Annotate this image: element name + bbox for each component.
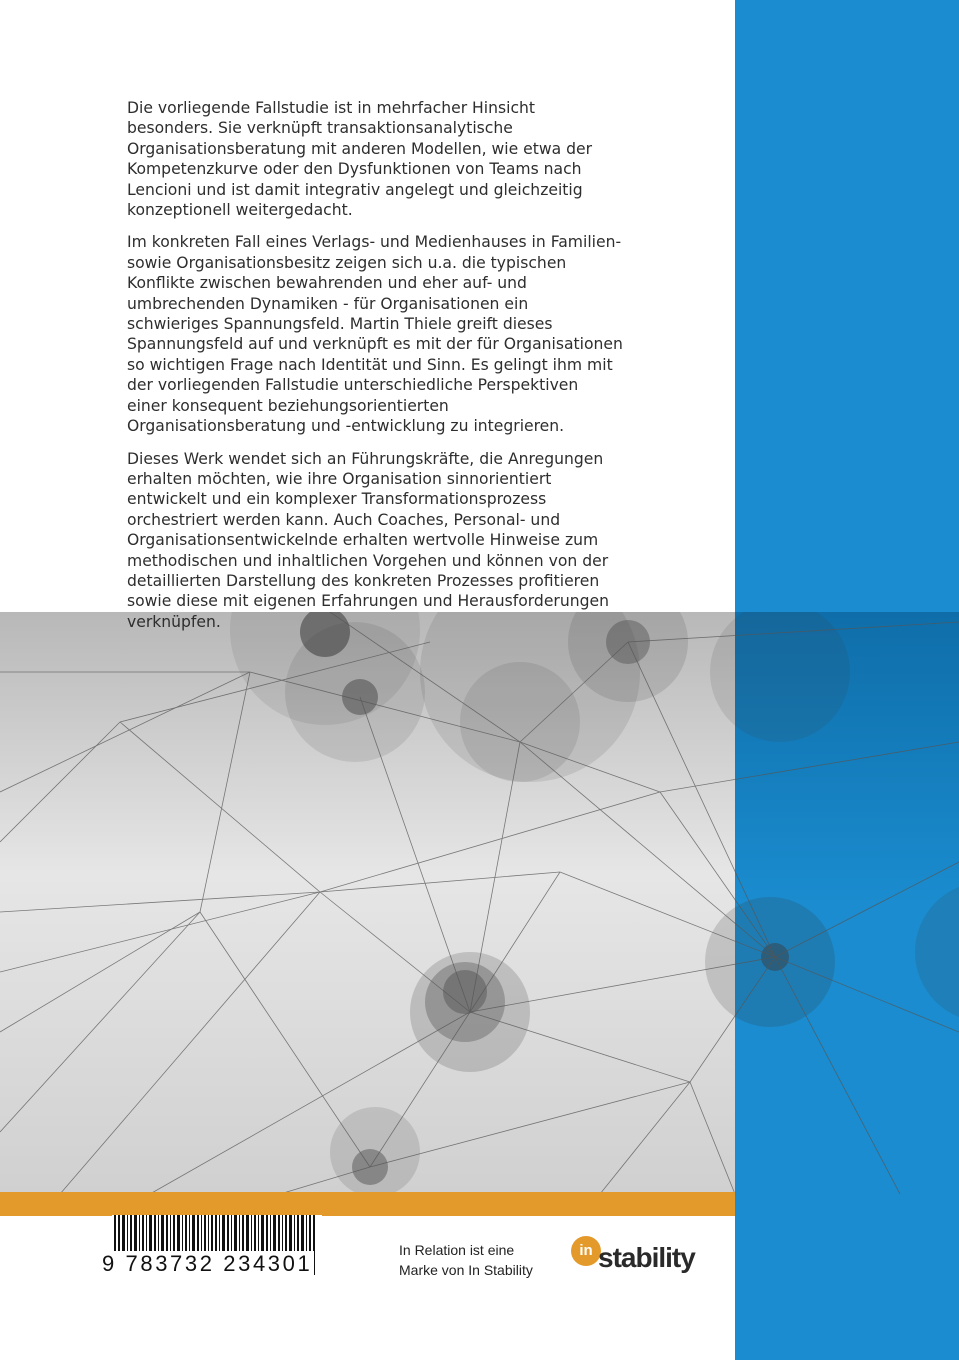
imprint-line-1: In Relation ist eine — [399, 1242, 515, 1258]
blurb-paragraph-3: Dieses Werk wendet sich an Führungskräfte, die Anregungen erhalten möchten, wie ihre Organisation sinnorientiert entwickelt und ein komplexer Transformationsprozess orchestriert werden kann. Auch Coaches, Personal- und Organisationsentwickelnde erhalten wertvolle Hinweise zum methodischen und inhaltlichen Vorgehen und können von der detaillierten Darstellung des konkreten Prozesses profitieren sowie diese mit eigenen Erfahrungen und Herausforderungen verknüpfen. — [127, 449, 609, 631]
blurb-paragraph-2: Im konkreten Fall eines Verlags- und Medienhauses in Familien- sowie Organisationsbesitz zeigen sich u.a. die typischen Konflikte zwischen bewahrenden und eher auf- und umbrechenden Dynamiken - für Organisationen ein schwieriges Spannungsfeld. Martin Thiele greift dieses Spannungsfeld auf und verknüpft es mit der für Organisationen so wichtigen Frage nach Identität und Sinn. Es gelingt ihm mit der vorliegenden Fallstudie unterschiedliche Perspektiven einer konsequent beziehungsorientierten Organisationsberatung und -entwicklung zu integrieren. — [127, 233, 623, 436]
isbn-number: 9 783732 234301 — [102, 1251, 313, 1276]
network-graphic — [0, 612, 959, 1194]
logo-badge: in — [571, 1236, 601, 1266]
blurb-text — [127, 98, 623, 644]
blurb-paragraph-1: Die vorliegende Fallstudie ist in mehrfacher Hinsicht besonders. Sie verknüpft transaktionsanalytische Organisationsberatung mit anderen Modellen, wie etwa der Kompetenzkurve oder den Dysfunktionen von Teams nach Lencioni und ist damit integrativ angelegt und gleichzeitig konzeptionell weitergedacht. — [127, 99, 593, 220]
imprint-note — [399, 1240, 533, 1280]
imprint-line-2: Marke von In Stability — [399, 1262, 533, 1278]
orange-band — [0, 1192, 735, 1216]
instability-logo — [571, 1236, 711, 1286]
logo-wordmark: stability — [598, 1242, 695, 1273]
